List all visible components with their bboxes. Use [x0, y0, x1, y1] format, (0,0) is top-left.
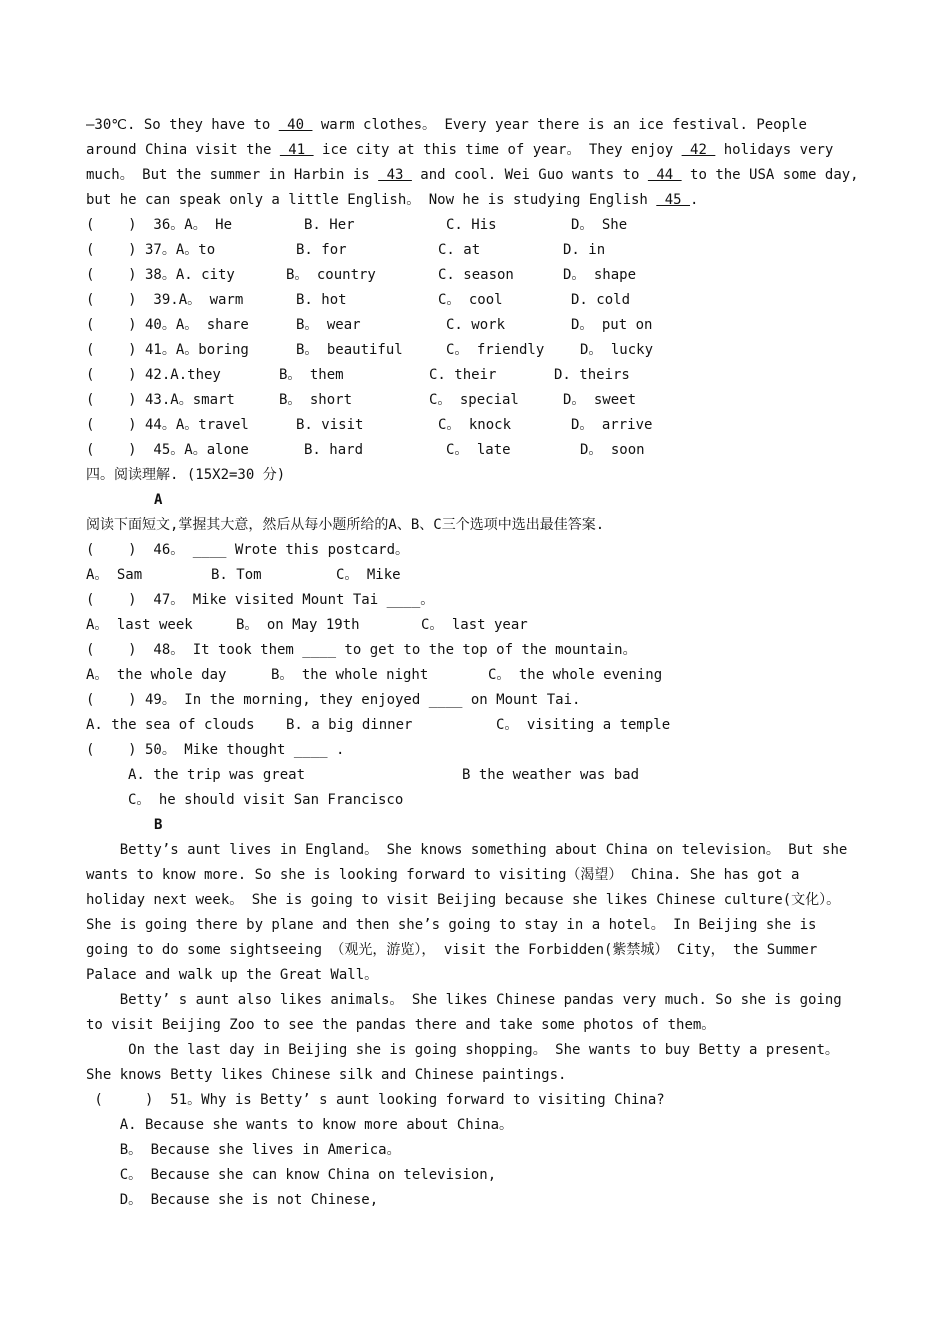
option-a: A. Because she wants to know more about China。 — [86, 1117, 514, 1133]
passage-line: holiday next week。 She is going to visit Beijing because she likes Chinese culture(文化）。 — [86, 892, 841, 908]
option-d: D。 She — [571, 217, 628, 233]
question-50-options — [86, 763, 876, 788]
blank-44: 44 — [647, 167, 682, 183]
option-a: ( ) 42.A.they — [86, 367, 221, 383]
option-a: A。 last week — [86, 617, 193, 633]
text: —30℃. So they have to — [86, 117, 279, 133]
text: and cool. Wei Guo wants to — [411, 167, 648, 183]
passage-line: She knows Betty likes Chinese silk and Chinese paintings. — [86, 1067, 567, 1083]
option-a: ( ) 36。A。 He — [86, 217, 233, 233]
text: to the USA some day, — [681, 167, 859, 183]
text: around China visit the — [86, 142, 280, 158]
option-c: C. their — [429, 367, 497, 383]
section-title: 四。阅读理解. (15X2=30 分) — [86, 467, 286, 483]
passage-line: On the last day in Beijing she is going shopping。 She wants to buy Betty a present。 — [86, 1042, 839, 1058]
question-50: ( ) 50。 Mike thought ____ . — [86, 742, 345, 758]
passage-line: Betty’ s aunt also likes animals。 She likes Chinese pandas very much. So she is going — [86, 992, 842, 1008]
text: but he can speak only a little English。 Now he is studying English — [86, 192, 657, 208]
option-b: B. Tom — [211, 567, 262, 583]
option-c: C。 last year — [421, 617, 528, 633]
option-c: C。 Mike — [336, 567, 401, 583]
blank-41: 41 — [279, 142, 314, 158]
question-47: ( ) 47。 Mike visited Mount Tai ____。 — [86, 592, 435, 608]
question-37 — [86, 238, 876, 263]
option-c: C。 visiting a temple — [496, 717, 671, 733]
question-49: ( ) 49。 In the morning, they enjoyed ____ on Mount Tai. — [86, 692, 581, 708]
option-b: B. for — [296, 242, 347, 258]
option-a: ( ) 43.A。smart — [86, 392, 235, 408]
question-47-options — [86, 613, 876, 638]
cloze-text-line — [86, 138, 876, 163]
blank-40: 40 — [278, 117, 313, 133]
cloze-text-line — [86, 113, 876, 138]
option-b: B。 wear — [296, 317, 361, 333]
option-d: D。 sweet — [563, 392, 637, 408]
option-b: B the weather was bad — [462, 767, 640, 783]
question-43 — [86, 388, 876, 413]
option-a: A. the sea of clouds — [86, 717, 255, 733]
question-45 — [86, 438, 876, 463]
blank-43: 43 — [378, 167, 412, 183]
question-39 — [86, 288, 876, 313]
option-d: D。 shape — [563, 267, 637, 283]
option-a: A。 Sam — [86, 567, 143, 583]
passage-line: wants to know more. So she is looking forward to visiting（渴望） China. She has got a — [86, 867, 800, 883]
option-d: D. in — [563, 242, 606, 258]
question-46-options — [86, 563, 876, 588]
option-d: D. cold — [571, 292, 631, 308]
question-42 — [86, 363, 876, 388]
option-b: B. hard — [304, 442, 364, 458]
question-36 — [86, 213, 876, 238]
option-a: ( ) 37。A。to — [86, 242, 216, 258]
option-d: D。 soon — [580, 442, 645, 458]
option-d: D。 Because she is not Chinese, — [86, 1192, 379, 1208]
option-c: C。 friendly — [446, 342, 545, 358]
option-b: B. a big dinner — [286, 717, 413, 733]
option-a: ( ) 39.A。 warm — [86, 292, 244, 308]
question-48: ( ) 48。 It took them ____ to get to the top of the mountain。 — [86, 642, 637, 658]
question-48-options — [86, 663, 876, 688]
option-c: C. at — [438, 242, 481, 258]
blank-42: 42 — [681, 142, 716, 158]
option-b: B。 them — [279, 367, 344, 383]
option-b: B。 on May 19th — [236, 617, 360, 633]
option-b: B. visit — [296, 417, 364, 433]
option-b: B. Her — [304, 217, 355, 233]
option-b: B。 Because she lives in America。 — [86, 1142, 401, 1158]
cloze-text-line — [86, 188, 876, 213]
passage-line: Palace and walk up the Great Wall。 — [86, 967, 379, 983]
part-a-label: A — [154, 492, 163, 508]
option-b: B。 the whole night — [271, 667, 429, 683]
question-51: ( ) 51。Why is Betty’ s aunt looking forward to visiting China? — [86, 1092, 665, 1108]
question-38 — [86, 263, 876, 288]
option-a: ( ) 44。A。travel — [86, 417, 249, 433]
question-49-options — [86, 713, 876, 738]
option-c: C. season — [438, 267, 514, 283]
option-c: C。 he should visit San Francisco — [128, 792, 404, 808]
option-a: ( ) 41。A。boring — [86, 342, 249, 358]
option-b: B。 beautiful — [296, 342, 403, 358]
passage-line: to visit Beijing Zoo to see the pandas there and take some photos of them。 — [86, 1017, 716, 1033]
option-c: C。 late — [446, 442, 511, 458]
option-a: ( ) 40。A。 share — [86, 317, 249, 333]
part-b-label: B — [154, 817, 163, 833]
text: ice city at this time of year。 They enjoy — [313, 142, 682, 158]
option-c: C. work — [446, 317, 506, 333]
option-c: C。 the whole evening — [488, 667, 663, 683]
option-b: B。 country — [286, 267, 376, 283]
option-a: A。 the whole day — [86, 667, 227, 683]
cloze-text-line — [86, 163, 876, 188]
text: warm clothes。 Every year there is an ice festival. People — [312, 117, 807, 133]
blank-45: 45 — [656, 192, 691, 208]
option-d: D。 lucky — [580, 342, 654, 358]
option-a: ( ) 38。A. city — [86, 267, 235, 283]
option-b: B. hot — [296, 292, 347, 308]
passage-line: She is going there by plane and then she’s going to stay in a hotel。 In Beijing she is — [86, 917, 817, 933]
option-c: C。 cool — [438, 292, 503, 308]
option-c: C。 special — [429, 392, 519, 408]
question-46: ( ) 46。 ____ Wrote this postcard。 — [86, 542, 410, 558]
text: holidays very — [715, 142, 834, 158]
option-b: B。 short — [279, 392, 353, 408]
passage-line: Betty’s aunt lives in England。 She knows something about China on television。 But she — [86, 842, 848, 858]
option-d: D。 put on — [571, 317, 653, 333]
text: . — [690, 192, 699, 208]
text: much。 But the summer in Harbin is — [86, 167, 379, 183]
option-a: ( ) 45。A。alone — [86, 442, 249, 458]
option-c: C。 knock — [438, 417, 512, 433]
option-d: D. theirs — [554, 367, 630, 383]
passage-line: going to do some sightseeing （观光，游览）， visit the Forbidden(紫禁城） City， the Summer — [86, 942, 818, 958]
exam-content — [86, 113, 876, 1213]
option-d: D。 arrive — [571, 417, 653, 433]
question-40 — [86, 313, 876, 338]
option-c: C。 Because she can know China on television, — [86, 1167, 497, 1183]
part-a-instruction: 阅读下面短文,掌握其大意，然后从每小题所给的A、B、C三个选项中选出最佳答案. — [86, 517, 605, 533]
option-a: A. the trip was great — [128, 767, 306, 783]
question-44 — [86, 413, 876, 438]
question-41 — [86, 338, 876, 363]
option-c: C. His — [446, 217, 497, 233]
